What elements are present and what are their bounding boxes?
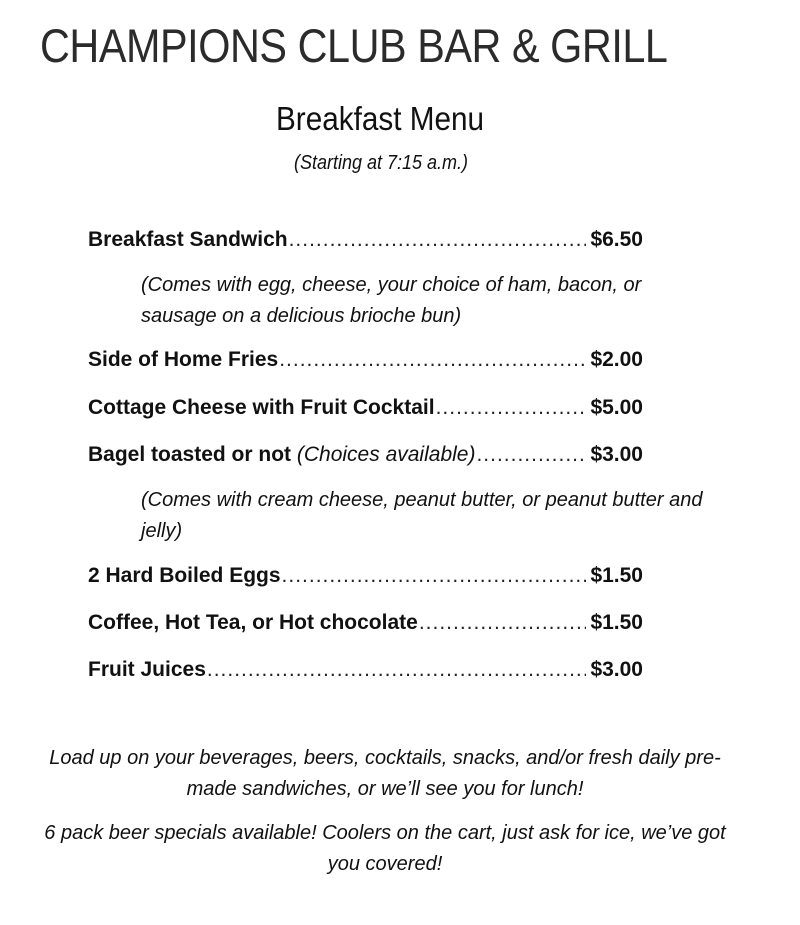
menu-item-hot-drinks <box>88 611 643 635</box>
dot-leader <box>476 443 586 467</box>
item-price: $3.00 <box>590 443 643 466</box>
item-name: Coffee, Hot Tea, or Hot chocolate <box>88 611 418 634</box>
menu-item-fruit-juices <box>88 658 643 682</box>
item-price: $2.00 <box>590 348 643 371</box>
dot-leader <box>419 611 587 635</box>
item-name: Breakfast Sandwich <box>88 228 288 251</box>
menu-item-hard-boiled-eggs <box>88 564 643 588</box>
item-name: Bagel toasted or not <box>88 443 292 466</box>
item-price: $5.00 <box>590 396 643 419</box>
item-name-wrapper <box>88 443 475 467</box>
footer-beer-specials: 6 pack beer specials available! Coolers on the cart, just ask for ice, we’ve got you covered! <box>44 822 726 875</box>
dot-leader <box>279 348 586 372</box>
item-description: (Comes with cream cheese, peanut butter, or peanut butter and jelly) <box>141 489 703 542</box>
dot-leader <box>289 228 587 252</box>
footer-promo-text: Load up on your beverages, beers, cocktails, snacks, and/or fresh daily pre-made sandwiches, or we’ll see you for lunch! <box>49 747 721 800</box>
item-name: Cottage Cheese with Fruit Cocktail <box>88 396 435 419</box>
item-name: Side of Home Fries <box>88 348 279 371</box>
dot-leader <box>436 396 587 420</box>
dot-leader <box>282 564 587 588</box>
menu-item-cottage-cheese <box>88 396 643 420</box>
item-note: (Choices available) <box>296 443 476 466</box>
item-description: (Comes with egg, cheese, your choice of ham, bacon, or sausage on a delicious brioche bun) <box>141 274 642 327</box>
menu-item-breakfast-sandwich <box>88 228 643 252</box>
item-price: $1.50 <box>590 611 643 634</box>
dot-leader <box>207 658 587 682</box>
item-price: $3.00 <box>590 658 643 681</box>
item-price: $1.50 <box>590 564 643 587</box>
menu-heading: Breakfast Menu <box>275 100 485 137</box>
restaurant-title: CHAMPIONS CLUB BAR & GRILL <box>40 19 668 72</box>
item-name: Fruit Juices <box>88 658 206 681</box>
menu-item-bagel <box>88 443 643 467</box>
menu-item-home-fries <box>88 348 643 372</box>
hours-note: (Starting at 7:15 a.m.) <box>293 152 469 174</box>
item-name: 2 Hard Boiled Eggs <box>88 564 281 587</box>
item-price: $6.50 <box>590 228 643 251</box>
